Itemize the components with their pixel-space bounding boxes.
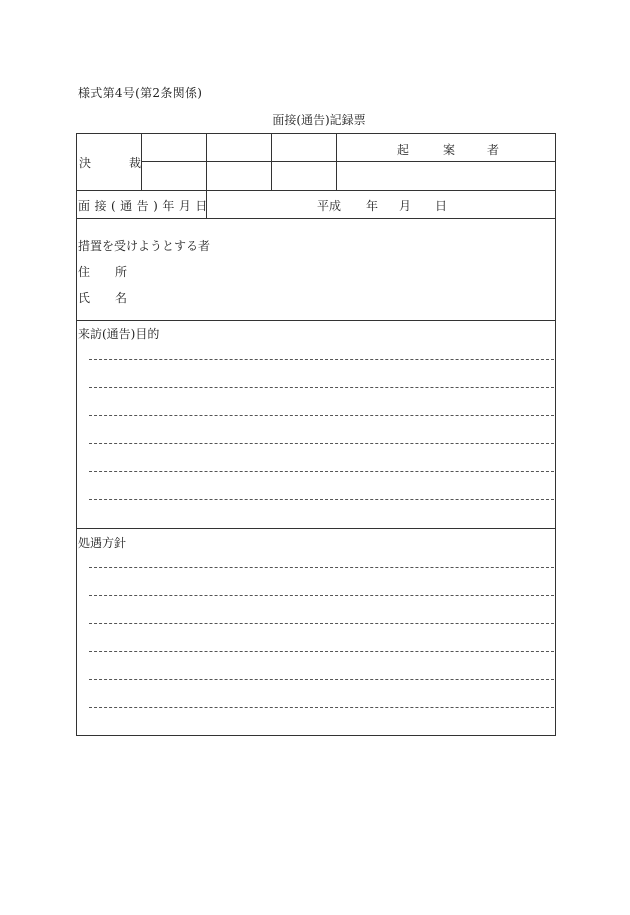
- policy-writing-line: [89, 679, 554, 680]
- section-divider: [77, 190, 556, 191]
- era-label: 平成: [317, 199, 342, 213]
- approval-middle-line: [141, 161, 556, 162]
- year-unit: 年: [366, 199, 379, 213]
- purpose-writing-line: [89, 443, 554, 444]
- section-divider: [77, 528, 556, 529]
- address-label-2: 所: [115, 265, 128, 279]
- drafter-label-3: 者: [487, 143, 500, 157]
- name-label-2: 名: [115, 291, 128, 305]
- approval-label-right: 裁: [129, 156, 142, 170]
- form-title: 面接(通告)記録票: [272, 113, 366, 127]
- purpose-writing-line: [89, 359, 554, 360]
- address-label-1: 住: [78, 265, 91, 279]
- stamp-box-divider: [336, 134, 337, 190]
- policy-heading: 処遇方針: [78, 536, 127, 550]
- month-unit: 月: [399, 199, 412, 213]
- policy-writing-line: [89, 651, 554, 652]
- purpose-writing-line: [89, 499, 554, 500]
- section-divider: [77, 320, 556, 321]
- day-unit: 日: [435, 199, 448, 213]
- purpose-writing-line: [89, 387, 554, 388]
- policy-writing-line: [89, 623, 554, 624]
- drafter-label-2: 案: [443, 143, 456, 157]
- purpose-writing-line: [89, 415, 554, 416]
- person-heading: 措置を受けようとする者: [78, 239, 211, 253]
- form-number: 様式第4号(第2条関係): [78, 86, 203, 100]
- purpose-writing-line: [89, 471, 554, 472]
- policy-writing-line: [89, 707, 554, 708]
- approval-divider: [141, 134, 142, 190]
- record-form: [76, 133, 556, 736]
- purpose-heading: 来訪(通告)目的: [78, 327, 160, 341]
- policy-writing-line: [89, 595, 554, 596]
- approval-label-left: 決: [79, 156, 92, 170]
- name-label-1: 氏: [78, 291, 91, 305]
- stamp-box-divider: [206, 134, 207, 190]
- section-divider: [77, 218, 556, 219]
- policy-writing-line: [89, 567, 554, 568]
- drafter-label-1: 起: [397, 143, 410, 157]
- stamp-box-divider: [271, 134, 272, 190]
- interview-date-label: 面接(通告)年月日: [78, 199, 212, 213]
